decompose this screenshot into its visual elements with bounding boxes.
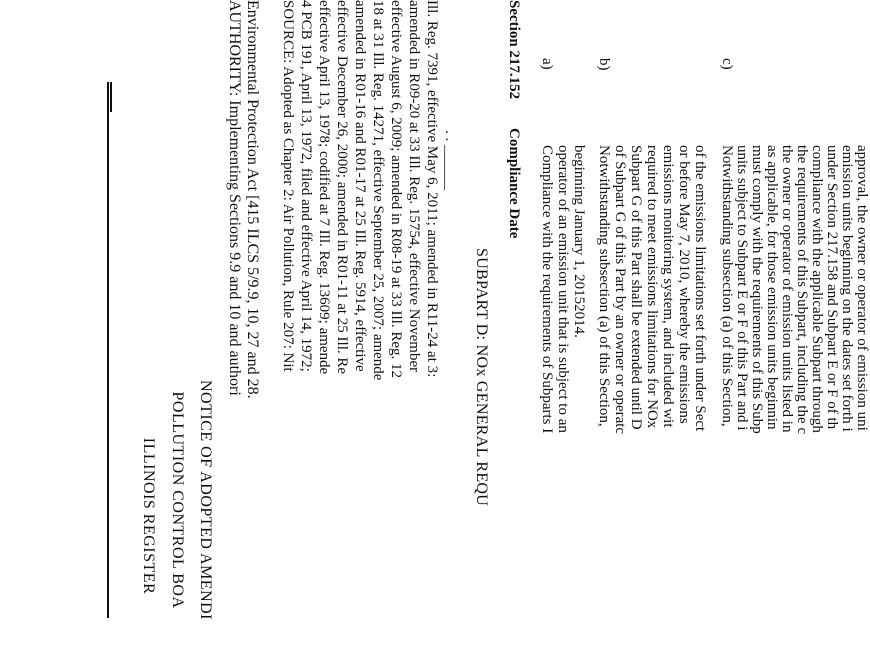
subsection-a-line-2: operator of an emission unit that is subject to an — [555, 145, 571, 433]
subsection-a-line-3: beginning January 1, 20152014. — [571, 145, 587, 338]
source-line-2: 4 PCB 191, April 13, 1972, filed and effective April 14, 1972; — [298, 0, 314, 372]
register-title: ILLINOIS REGISTER — [140, 437, 157, 595]
subsection-c-line-6: the requirements of this Subpart, including the c — [794, 145, 810, 435]
subsection-c-line-3: must comply with the requirements of this Subp — [749, 145, 765, 434]
section-number: Section 217.152 — [506, 0, 522, 100]
header-rule-stub — [110, 82, 112, 112]
source-line-1: SOURCE: Adopted as Chapter 2: Air Pollution, Rule 207: Nit — [280, 0, 296, 372]
subsection-c-label: c) — [719, 58, 735, 70]
subpart-title: SUBPART D: NOx GENERAL REQU — [473, 248, 490, 507]
header-rule — [107, 82, 109, 618]
subsection-b-line-7: of the emissions limitations set forth under Sect — [692, 145, 708, 432]
source-line-5: amended in R01-16 and R01-17 at 25 Ill. Reg. 5914, effective — [352, 0, 368, 372]
source-line-6: 18 at 31 Ill. Reg. 14271, effective September 25, 2007; amende — [370, 0, 386, 381]
subsection-c-line-7: compliance with the applicable Subpart through — [809, 145, 825, 433]
section-title: Compliance Date — [506, 128, 522, 239]
subsection-c-line-5: the owner or operator of emission units listed in — [779, 145, 795, 433]
subsection-b-label: b) — [596, 58, 612, 71]
subsection-a-line-1: Compliance with the requirements of Subparts I — [539, 145, 555, 434]
subsection-c-line-8: under Section 217.158 and Subpart E or F of th — [824, 145, 840, 430]
subsection-b-line-6: or before May 7, 2010, whereby the emissions — [676, 145, 692, 424]
subsection-b-line-3: Subpart G of this Part shall be extended until D — [628, 145, 644, 430]
source-line-4: effective December 26, 2000; amended in R01-11 at 25 Ill. Re — [334, 0, 350, 375]
authority-line-1: AUTHORITY: Implementing Sections 9.9 and 10 and authori — [226, 0, 243, 396]
subsection-c-line-1: Notwithstanding subsection (a) of this Section, — [719, 145, 735, 427]
subsection-b-line-1: Notwithstanding subsection (a) of this Section, — [596, 145, 612, 427]
notice-title: NOTICE OF ADOPTED AMENDI — [197, 380, 214, 620]
subsection-a-label: a) — [539, 58, 555, 70]
source-trailing-mark: . . ______ — [442, 130, 458, 190]
source-line-7: effective August 6, 2009; amended in R08-19 at 33 Ill. Reg. 12 — [388, 0, 404, 378]
source-line-8: amended in R09-20 at 33 Ill. Reg. 15754, effective November — [406, 0, 422, 373]
source-line-9: Ill. Reg. 7391, effective May 6, 2011; amended in R11-24 at 3: — [424, 0, 440, 378]
subsection-b-line-2: of Subpart G of this Part by an owner or operatc — [612, 145, 628, 435]
authority-line-2: Environmental Protection Act [415 ILCS 5/9.9, 10, 27 and 28. — [244, 0, 261, 399]
subsection-c-line-4: as applicable, for those emission units beginnin — [764, 145, 780, 430]
subsection-c-line-9: emission units beginning on the dates set forth i — [839, 145, 855, 432]
subsection-c-line-2: units subject to Subpart E or F of this Part and i — [734, 145, 750, 431]
subsection-b-line-4: required to meet emissions limitations for NOx — [644, 145, 660, 429]
source-line-3: effective April 13, 1978; codified at 7 Ill. Reg. 13609; amende — [316, 0, 332, 375]
agency-title: POLLUTION CONTROL BOA — [169, 391, 186, 609]
subsection-c-line-10: approval, the owner or operator of emission uni — [854, 145, 870, 431]
subsection-b-line-5: emissions monitoring system, and included wit — [660, 145, 676, 428]
